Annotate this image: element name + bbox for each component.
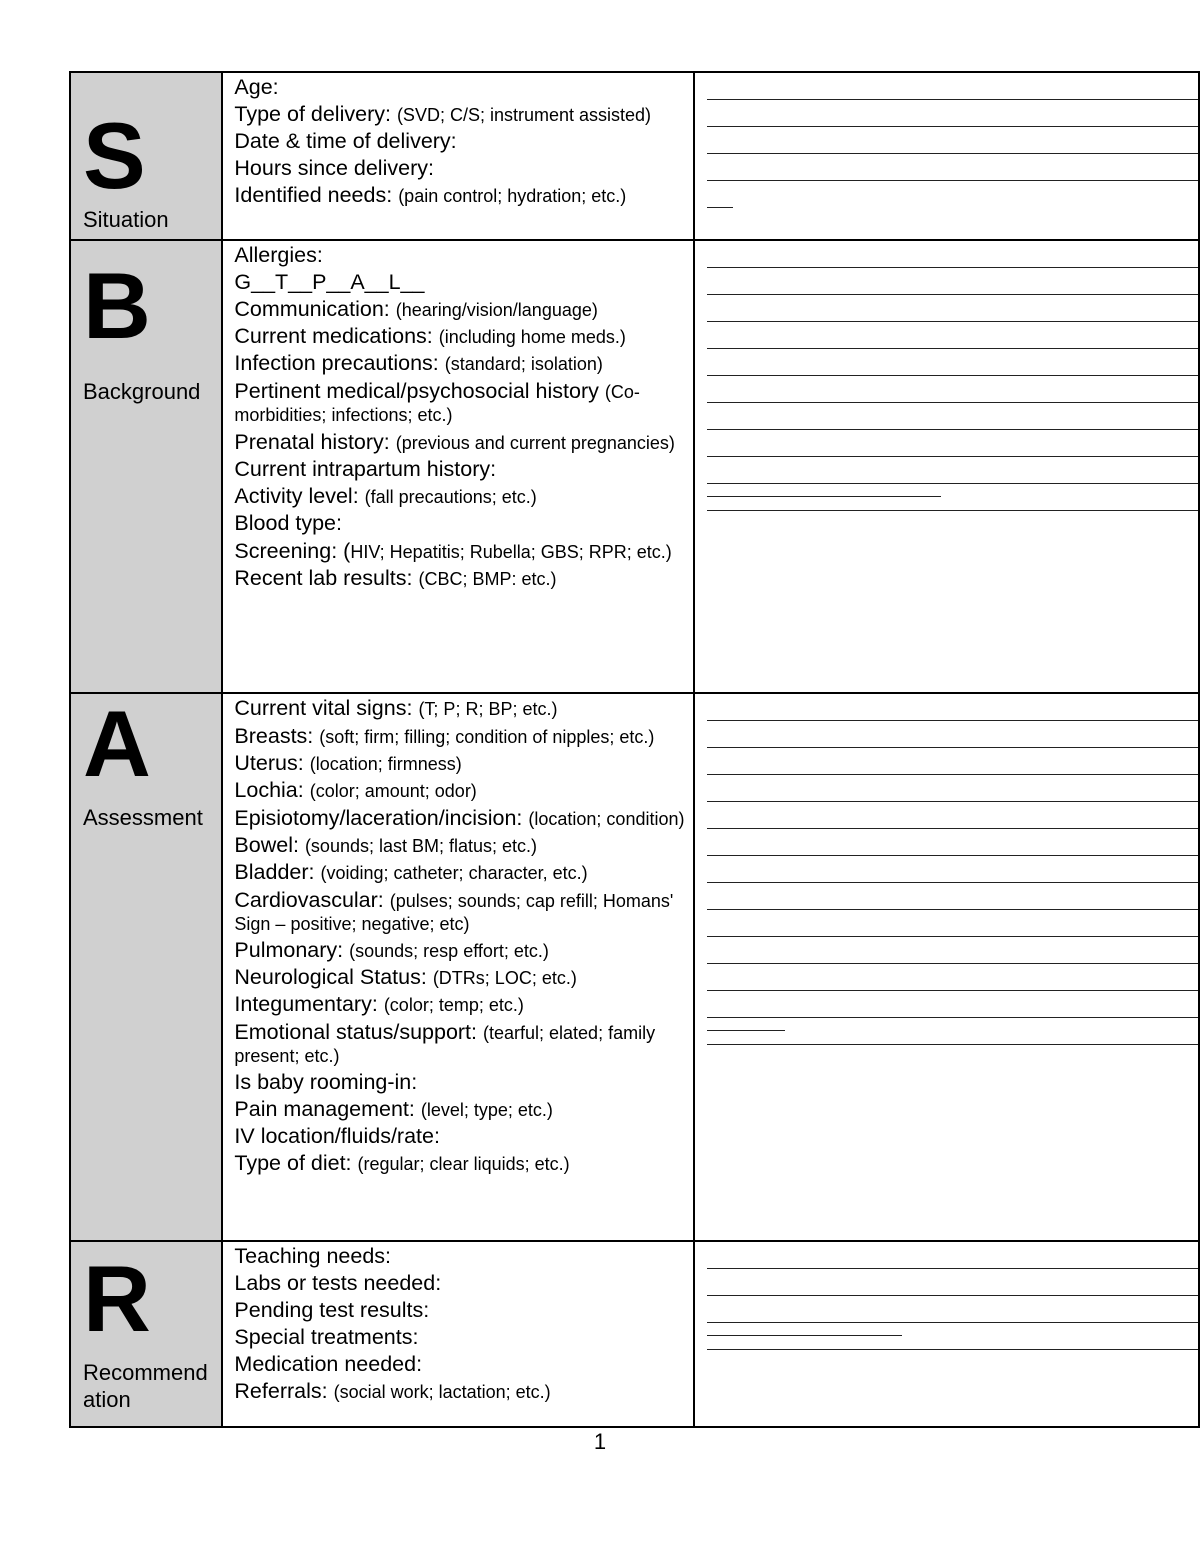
note-line xyxy=(707,1281,1198,1308)
item-hours-since-delivery: Hours since delivery: xyxy=(234,156,434,180)
item-teaching-needs: Teaching needs: xyxy=(234,1244,391,1268)
note-line xyxy=(707,976,1198,1003)
note-line xyxy=(707,112,1198,139)
item-age: Age: xyxy=(234,75,279,99)
sbar-report-table xyxy=(69,71,1200,1428)
note-line xyxy=(707,949,1198,976)
recommendation-notes-area[interactable] xyxy=(694,1241,1199,1427)
item-referrals: Referrals: (social work; lactation; etc.) xyxy=(234,1379,551,1403)
item-episiotomy: Episiotomy/laceration/incision: (location; condition) xyxy=(234,806,685,830)
section-letter: B xyxy=(83,253,151,358)
section-letter: A xyxy=(83,693,151,796)
note-line xyxy=(707,922,1198,949)
note-line xyxy=(707,706,1198,733)
background-letter-cell xyxy=(70,240,222,693)
recommendation-letter-cell xyxy=(70,1241,222,1427)
note-line xyxy=(707,166,1198,193)
item-pulmonary: Pulmonary: (sounds; resp effort; etc.) xyxy=(234,938,549,962)
section-letter: S xyxy=(83,103,146,208)
situation-row xyxy=(70,72,1199,240)
item-type-of-diet: Type of diet: (regular; clear liquids; etc.) xyxy=(234,1151,570,1175)
item-date-time-delivery: Date & time of delivery: xyxy=(234,129,457,153)
section-name: Assessment xyxy=(83,805,203,830)
assessment-letter-cell xyxy=(70,693,222,1241)
section-name: Background xyxy=(83,379,201,404)
assessment-notes-area[interactable] xyxy=(694,693,1199,1241)
note-line xyxy=(707,841,1198,868)
background-notes-area[interactable] xyxy=(694,240,1199,693)
item-baby-rooming-in: Is baby rooming-in: xyxy=(234,1070,418,1094)
item-lochia: Lochia: (color; amount; odor) xyxy=(234,778,477,802)
background-row xyxy=(70,240,1199,693)
section-letter: R xyxy=(83,1246,151,1351)
note-line xyxy=(707,469,1198,496)
item-identified-needs: Identified needs: (pain control; hydration; etc.) xyxy=(234,183,627,207)
note-line xyxy=(707,307,1198,334)
section-name: Recommend ation xyxy=(83,1360,208,1412)
note-line xyxy=(707,139,1198,166)
note-line xyxy=(707,496,1198,523)
recommendation-items xyxy=(222,1241,694,1427)
item-recent-lab-results: Recent lab results: (CBC; BMP: etc.) xyxy=(234,566,557,590)
note-line xyxy=(707,895,1198,922)
item-integumentary: Integumentary: (color; temp; etc.) xyxy=(234,992,524,1016)
background-items xyxy=(222,240,694,693)
note-line xyxy=(707,193,733,220)
item-type-of-delivery: Type of delivery: (SVD; C/S; instrument assisted) xyxy=(234,102,652,126)
situation-letter-cell xyxy=(70,72,222,240)
page-number: 1 xyxy=(593,1429,607,1454)
item-emotional-status: Emotional status/support: (tearful; elated; family present; etc.) xyxy=(234,1020,656,1066)
note-line xyxy=(707,280,1198,307)
item-pending-test-results: Pending test results: xyxy=(234,1298,430,1322)
note-line xyxy=(707,733,1198,760)
item-blood-type: Blood type: xyxy=(234,511,342,535)
note-line xyxy=(707,85,1198,112)
item-gtpal: G__T__P__A__L__ xyxy=(234,270,425,294)
note-line xyxy=(707,1030,1198,1057)
situation-notes-area[interactable] xyxy=(694,72,1199,240)
note-line xyxy=(707,361,1198,388)
item-medication-needed: Medication needed: xyxy=(234,1352,423,1376)
situation-items xyxy=(222,72,694,240)
note-line xyxy=(707,442,1198,469)
note-line xyxy=(707,334,1198,361)
item-labs-tests-needed: Labs or tests needed: xyxy=(234,1271,442,1295)
item-cardiovascular: Cardiovascular: (pulses; sounds; cap refill; Homans' Sign – positive; negative; etc) xyxy=(234,888,674,934)
item-iv-location: IV location/fluids/rate: xyxy=(234,1124,440,1148)
item-activity-level: Activity level: (fall precautions; etc.) xyxy=(234,484,537,508)
item-uterus: Uterus: (location; firmness) xyxy=(234,751,462,775)
note-line xyxy=(707,787,1198,814)
item-prenatal-history: Prenatal history: (previous and current pregnancies) xyxy=(234,430,675,454)
item-communication: Communication: (hearing/vision/language) xyxy=(234,297,598,321)
assessment-row xyxy=(70,693,1199,1241)
item-breasts: Breasts: (soft; firm; filling; condition of nipples; etc.) xyxy=(234,724,655,748)
item-neurological: Neurological Status: (DTRs; LOC; etc.) xyxy=(234,965,577,989)
item-pain-management: Pain management: (level; type; etc.) xyxy=(234,1097,553,1121)
note-line xyxy=(707,415,1198,442)
note-line xyxy=(707,253,1198,280)
section-name: Situation xyxy=(83,207,169,232)
note-line xyxy=(707,760,1198,787)
note-line xyxy=(707,814,1198,841)
item-current-medications: Current medications: (including home meds.) xyxy=(234,324,626,348)
assessment-items xyxy=(222,693,694,1241)
note-line xyxy=(707,388,1198,415)
item-bladder: Bladder: (voiding; catheter; character, etc.) xyxy=(234,860,588,884)
item-allergies: Allergies: xyxy=(234,243,323,267)
item-medical-history: Pertinent medical/psychosocial history (Co-morbidities; infections; etc.) xyxy=(234,379,640,425)
note-line xyxy=(707,1335,1198,1362)
note-line xyxy=(707,868,1198,895)
item-screening: Screening: (HIV; Hepatitis; Rubella; GBS; RPR; etc.) xyxy=(234,539,672,563)
note-line xyxy=(707,1308,1198,1335)
recommendation-row xyxy=(70,1241,1199,1427)
item-special-treatments: Special treatments: xyxy=(234,1325,419,1349)
item-infection-precautions: Infection precautions: (standard; isolation) xyxy=(234,351,603,375)
note-line xyxy=(707,1003,1198,1030)
note-line xyxy=(707,1254,1198,1281)
item-vital-signs: Current vital signs: (T; P; R; BP; etc.) xyxy=(234,696,558,720)
item-bowel: Bowel: (sounds; last BM; flatus; etc.) xyxy=(234,833,538,857)
item-intrapartum-history: Current intrapartum history: xyxy=(234,457,497,481)
